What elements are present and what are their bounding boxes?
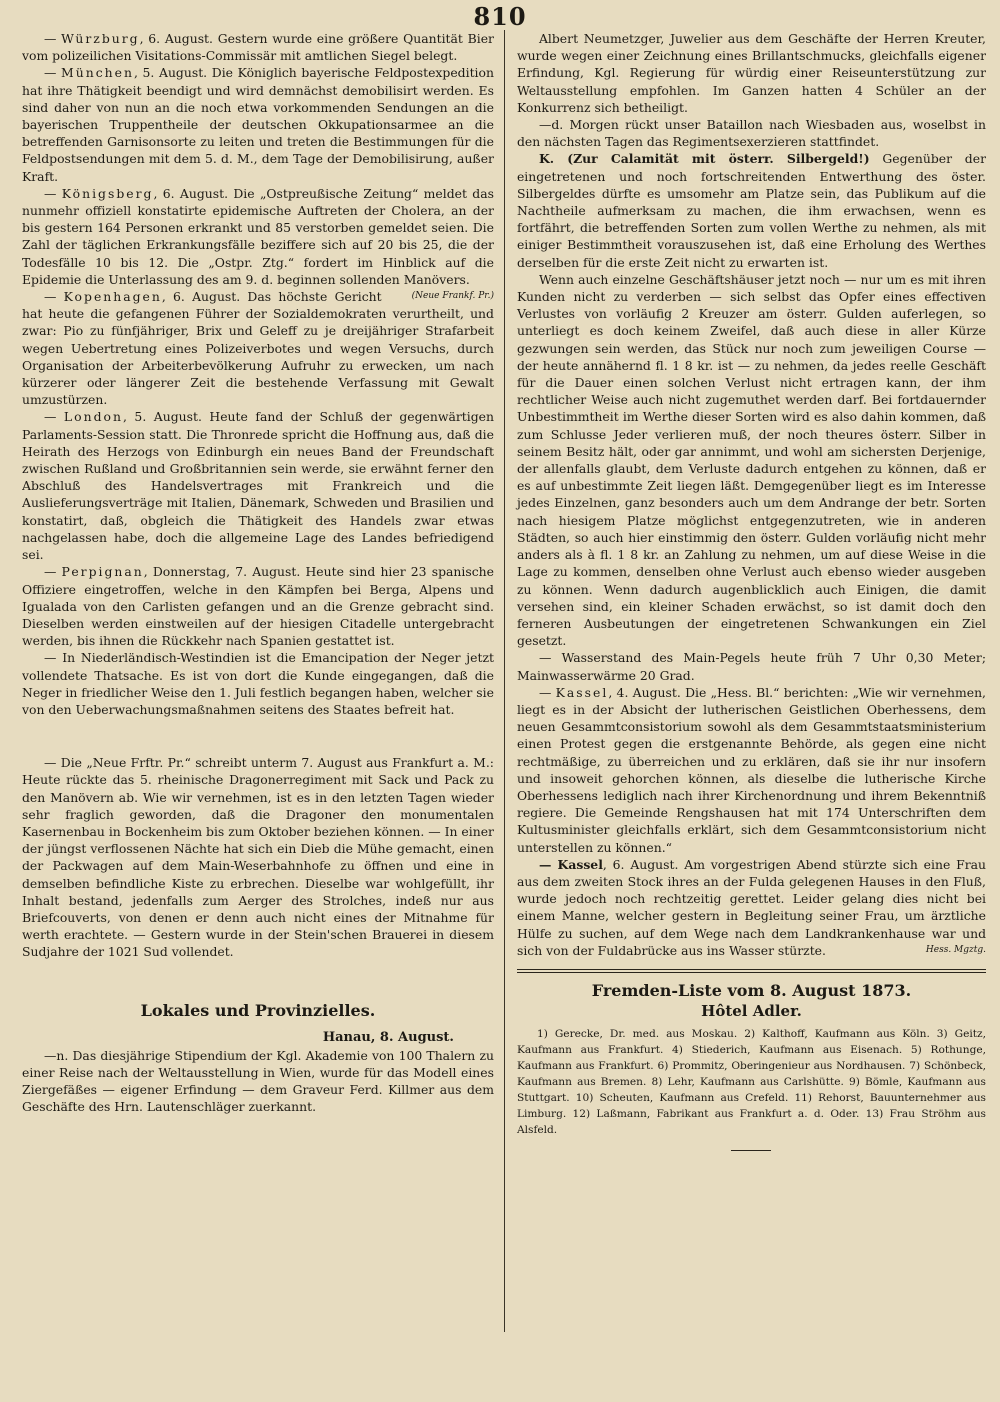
news-item-london: — London, 5. August. Heute fand der Schluß der gegenwärtigen Parlaments-Session statt. Die Thronrede spricht die Hoffnung aus, daß die Heirath des Herzogs von Edinburgh ein neues Band der Freundschaft zwischen Rußland und Großbritannien sein werde, sie erwähnt ferner den Abschluß des Handelsvertrages mit Frankreich und die Auslieferungsverträge mit Italien, Dänemark, Schweden und Brasilien und konstatirt, daß, obgleich die Thätigkeit des Handels zwar etwas nachgelassen habe, doch die allgemeine Lage des Landes befriedigend sei. <box>22 409 494 563</box>
dateline: Hanau, 8. August. <box>322 1029 454 1045</box>
news-item-westindien: — In Niederländisch-Westindien ist die Emancipation der Neger jetzt vollendete Thatsache. Es ist von dort die Kunde eingegangen, daß die Neger in friedlicher Weise den 1. Juli festlich begangen haben, welcher sie von den Ueberwachungsmaßnahmen seitens des Staates befreit hat. <box>22 650 494 717</box>
news-item-hanau: —n. Das diesjährige Stipendium der Kgl. Akademie von 100 Thalern zu einer Reise nach der Weltausstellung in Wien, wurde für das Modell eines Ziergefäßes — eigener Erfindung — dem Graveur Ferd. Killmer aus dem Geschäfte des Hrn. Lautenschläger zuerkannt. <box>22 1047 494 1115</box>
news-item-kassel-2: — Kassel, 6. August. Am vorgestrigen Abend stürzte sich eine Frau aus dem zweiten Stock ihres an der Fulda gelegenen Hauses in den Fluß, wurde jedoch noch rechtzeitig gerettet. Leider gelang dies nicht bei einem Manne, welcher gestern in Begleitung seiner Frau, um ärztliche Hülfe zu suchen, auf dem Wege nach dem Landkrankenhause war und sich von der Fuldabrücke aus ins Wasser stürzte. Hess. Mgztg. <box>516 856 986 958</box>
guest-list-title: Fremden-Liste vom 8. August 1873. <box>591 980 912 1000</box>
news-item-perpignan: — Perpignan, Donnerstag, 7. August. Heute sind hier 23 spanische Offiziere eingetroffen, welche in den Kämpfen bei Berga, Alpens und Igualada von den Carlisten gefangen und an die Grenze gebracht sind. Dieselben werden einstweilen auf der hiesigen Citadelle untergebracht werden, bis ihnen die Rückkehr nach Spanien gestattet ist. <box>22 564 494 649</box>
news-item-wasserstand: — Wasserstand des Main-Pegels heute früh 7 Uhr 0,30 Meter; Mainwasserwärme 20 Grad. <box>516 650 986 683</box>
news-item-muenchen: — München, 5. August. Die Königlich bayerische Feldpostexpedition hat ihre Thätigkeit beendigt und wird demnächst demobilisirt werden. Es sind daher von nun an die noch etwa vorkommenden Sendungen an die bayerischen Truppentheile der deutschen Okkupationsarmee an die betreffenden Garnisonsorte zu leiten und treten die Bestimmungen für die Feldpostsendungen mit dem 5. d. M., dem Tage der Demobilisirung, außer Kraft. <box>22 65 494 184</box>
left-column <box>22 30 504 1332</box>
end-rule <box>731 1150 771 1151</box>
news-item-neumetzger: Albert Neumetzger, Juwelier aus dem Geschäfte der Herren Kreuter, wurde wegen einer Zeichnung eines Brillantschmucks, gleichfalls eigener Erfindung, Kgl. Regierung für würdig einer Reiseunterstützung zur Weltausstellung empfohlen. Im Ganzen hatten 4 Schüler an der Konkurrenz sich betheiligt. <box>516 31 986 115</box>
guest-list: 1) Gerecke, Dr. med. aus Moskau. 2) Kalthoff, Kaufmann aus Köln. 3) Geitz, Kaufmann aus Frankfurt. 4) Stiederich, Kaufmann aus Eisenach. 5) Rothunge, Kaufmann aus Frankfurt. 6) Prommitz, Oberingenieur aus Nordhausen. 7) Schönbeck, Kaufmann aus Bremen. 8) Lehr, Kaufmann aus Carlshütte. 9) Bömle, Kaufmann aus Stuttgart. 10) Scheuten, Kaufmann aus Crefeld. 11) Rehorst, Bauunternehmer aus Limburg. 12) Laßmann, Fabrikant aus Frankfurt a. d. Oder. 13) Frau Ströhm aus Alsfeld. <box>516 1027 986 1136</box>
section-divider <box>517 969 986 973</box>
news-item-kopenhagen: — Kopenhagen, 6. August. Das höchste Gericht hat heute die gefangenen Führer der Sozialdemokraten verurtheilt, und zwar: Pio zu fünfjähriger, Brix und Geleff zu je dreijähriger Strafarbeit wegen Uebertretung eines Polizeiverbotes und wegen Versuchs, durch Organisation der Arbeiterbevölkerung Aufruhr zu erwecken, um nach kürzerer oder längerer Zeit die bestehende Verfassung mit Gewalt umzustürzen. <box>22 289 494 408</box>
news-item-calamity: K. (Zur Calamität mit österr. Silbergeld!) Gegenüber der eingetretenen und noch fortschreitenden Entwerthung des öster. Silbergeldes dürfte es umsomehr am Platze sein, das Publikum auf die Nachtheile aufmerksam zu machen, die ihm erwachsen, wenn es fortfährt, die betreffenden Sorten zum vollen Werthe zu nehmen, als mit einiger Bestimmtheit vorauszusehen ist, daß eine Erholung des Werthes derselben für die erste Zeit nicht zu erwarten ist. <box>516 151 986 270</box>
source-note-hess: Hess. Mgztg. <box>925 944 986 955</box>
page-number: 810 <box>473 2 527 31</box>
news-item-kassel: — Kassel, 4. August. Die „Hess. Bl.“ berichten: „Wie wir vernehmen, liegt es in der Absicht der lutherischen Geistlichen Oberhessens, dem neuen Gesammtconsistorium sowohl als dem Gesammtstaatsministerium einen Protest gegen die erstgenannte Behörde, als gegen eine nicht rechtmäßige, zu überreichen und zu erklären, daß sie ihr nur insofern und insoweit gehorchen können, als dieselbe die lutherische Kirche Oberhessens lediglich nach ihrer Kirchenordnung und ihrem Bekenntniß regiere. Die Gemeinde Rengshausen hat mit 174 Unterschriften dem Kultusminister gleichfalls erklärt, sich dem Gesammtconsistorium nicht unterstellen zu können.“ <box>516 684 986 855</box>
news-item-frankfurt: — Die „Neue Frftr. Pr.“ schreibt unterm 7. August aus Frankfurt a. M.: Heute rückte das 5. rheinische Dragonerregiment mit Sack und Pack zu den Manövern ab. Wie wir vernehmen, ist es in den letzten Tagen wieder sehr fraglich geworden, daß die Dragoner den monumentalen Kasernenbau in Bockenheim bis zum Oktober beziehen können. — In einer der jüngst verflossenen Nächte hat sich ein Dieb die Mühe gemacht, einen der Packwagen auf dem Main-Weserbahnhofe zu öffnen und eine in demselben befindliche Kiste zu erbrechen. Dieselbe war wohlgefüllt, ihr Inhalt bestand, jedenfalls zum Aerger des Strolches, indeß nur aus Briefcouverts, von denen er denn auch nicht eines der Mitnahme für werth erachtete. — Gestern wurde in der Stein'schen Brauerei in diesem Sudjahre der 1021 Sud vollendet. <box>22 755 494 960</box>
calamity-heading: K. (Zur Calamität mit österr. Silbergeld!) <box>538 151 870 167</box>
columns <box>22 30 986 1332</box>
news-item-bataillon: —d. Morgen rückt unser Bataillon nach Wiesbaden aus, woselbst in den nächsten Tagen das Regimentsexerzieren stattfindet. <box>516 117 986 150</box>
source-note: (Neue Frankf. Pr.) <box>411 291 494 302</box>
news-item-calamity-cont: Wenn auch einzelne Geschäftshäuser jetzt noch — nur um es mit ihren Kunden nicht zu verderben — sich selbst das Opfer eines effectiven Verlustes von vorläufig 2 Kreuzer am österr. Gulden auferlegen, so unterliegt es doch keinem Zweifel, daß auch diese in aller Kürze gezwungen sein werden, das Stück nur noch zum jeweiligen Course — der heute annähernd fl. 1 8 kr. ist — zu nehmen, da jedes reelle Geschäft für die Dauer einen solchen Verlust nicht ertragen kann, der ihm rechtlicher Weise auch nicht zugemuthet werden darf. Bei fortdauernder Unbestimmtheit im Werthe dieser Sorten wird es also dahin kommen, daß zum Schlusse Jeder verlieren muß, der noch theures österr. Silber in seinem Besitz hält, oder gar annimmt, und wohl am sichersten Derjenige, der allenfalls glaubt, dem Verluste dadurch entgehen zu können, daß er es auf unbestimmte Zeit liegen läßt. Demgegenüber liegt es im Interesse jedes Einzelnen, ganz besonders auch um dem Andrange der betr. Sorten nach hiesigem Platze möglichst entgegenzutreten, wie in anderen Städten, so auch hier einstimmig den österr. Gulden vorläufig nicht mehr anders als à fl. 1 8 kr. an Zahlung zu nehmen, um auf diese Weise in die Lage zu kommen, denselben ohne Verlust auch ebenso wieder ausgeben zu können. Wenn dadurch augenblicklich auch Einigen, die damit versehen sind, ein kleiner Schaden erwächst, so ist damit doch den ferneren Ausbeutungen der eingetretenen Schwankungen ein Ziel gesetzt. <box>516 271 986 649</box>
right-column <box>504 30 986 1332</box>
hotel-name: Hôtel Adler. <box>701 1001 802 1020</box>
news-item-wuerzburg: — Würzburg, 6. August. Gestern wurde eine größere Quantität Bier vom polizeilichen Visitations-Commissär mit amtlichen Siegel belegt. <box>22 31 494 64</box>
section-title: Lokales und Provinzielles. <box>140 1000 376 1020</box>
news-item-koenigsberg: — Königsberg, 6. August. Die „Ostpreußische Zeitung“ meldet das nunmehr offiziell konstatirte epidemische Auftreten der Cholera, an der bis gestern 164 Personen erkrankt und 85 verstorben gemeldet seien. Die Zahl der täglichen Erkrankungsfälle beziffere sich auf 20 bis 25, die der Todesfälle 10 bis 12. Die „Ostpr. Ztg.“ fordert im Hinblick auf die Epidemie die Unterlassung des am 9. d. beginnen sollenden Manövers. (Neue Frankf. Pr.) <box>22 185 494 288</box>
